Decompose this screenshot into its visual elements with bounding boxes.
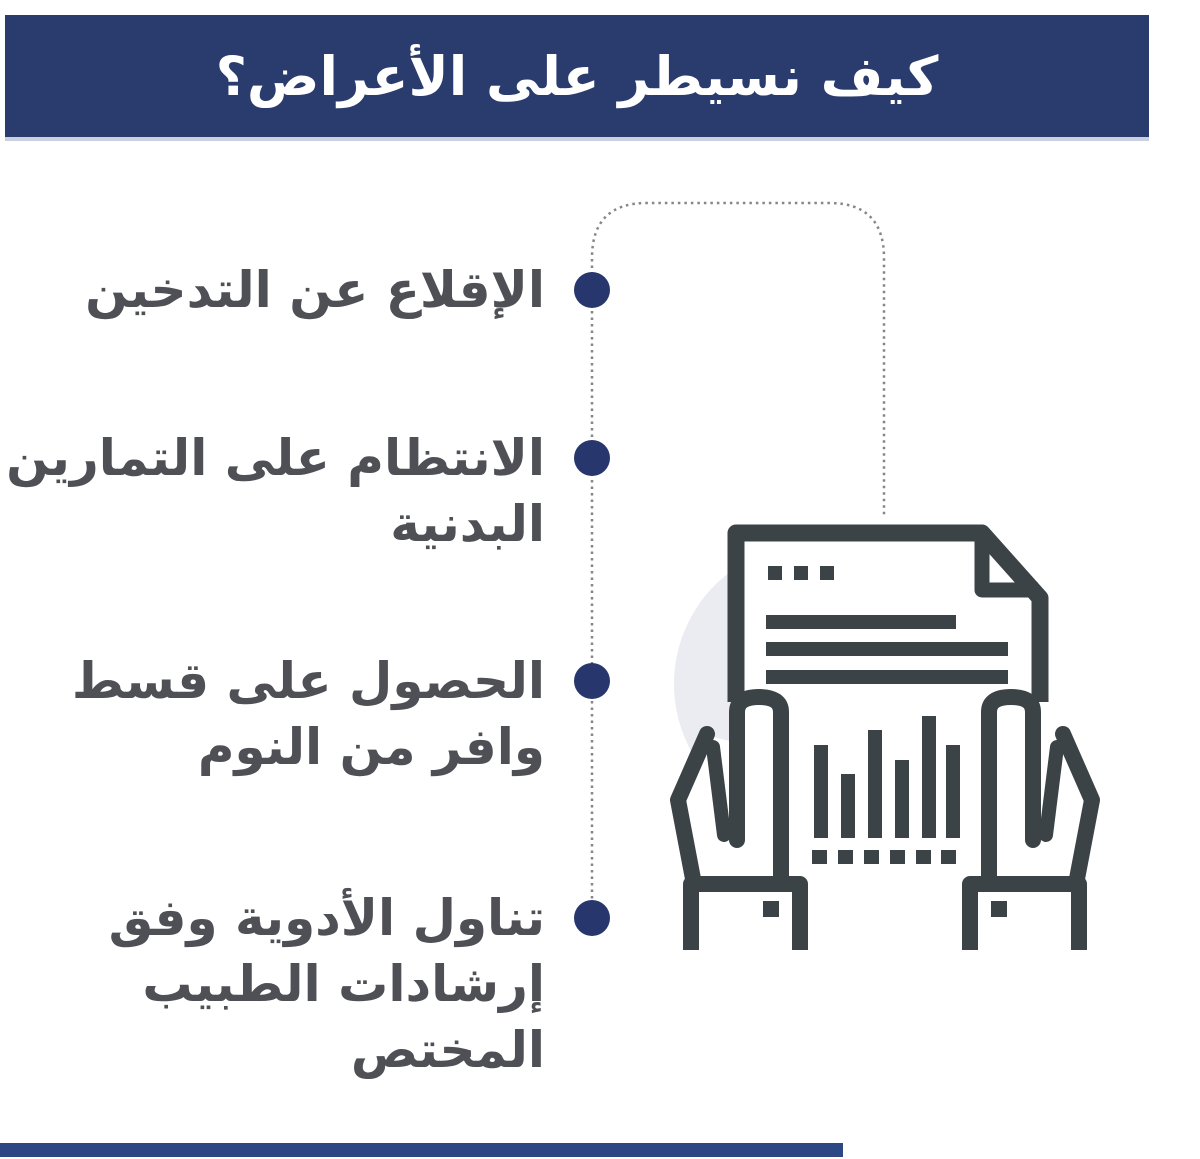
- list-item-line: البدنية: [390, 495, 545, 553]
- bullet-marker-2: [574, 440, 610, 476]
- document-dots: [768, 566, 834, 580]
- symptom-control-item-1: [0, 257, 545, 323]
- list-item-line: تناول الأدوية وفق: [108, 889, 545, 947]
- list-item-line: الانتظام على التمارين: [6, 429, 545, 487]
- symptom-control-item-2: [0, 425, 545, 557]
- symptom-control-item-3: [0, 648, 545, 780]
- right-hand-icon: [970, 695, 1094, 942]
- bullet-marker-1: [574, 272, 610, 308]
- list-item-line: وافر من النوم: [197, 718, 545, 776]
- symptom-control-item-4: [0, 885, 545, 1083]
- list-item-line: إرشادات الطبيب: [142, 955, 545, 1013]
- list-item-line: الإقلاع عن التدخين: [85, 261, 545, 319]
- footer-accent-bar: [0, 1143, 843, 1157]
- hands-holding-report-document-icon: [674, 533, 1094, 942]
- bullet-marker-3: [574, 663, 610, 699]
- list-item-line: المختص: [350, 1021, 545, 1079]
- page-title: كيف نسيطر على الأعراض؟: [215, 44, 939, 108]
- list-item-line: الحصول على قسط: [71, 652, 545, 710]
- bullet-marker-4: [574, 900, 610, 936]
